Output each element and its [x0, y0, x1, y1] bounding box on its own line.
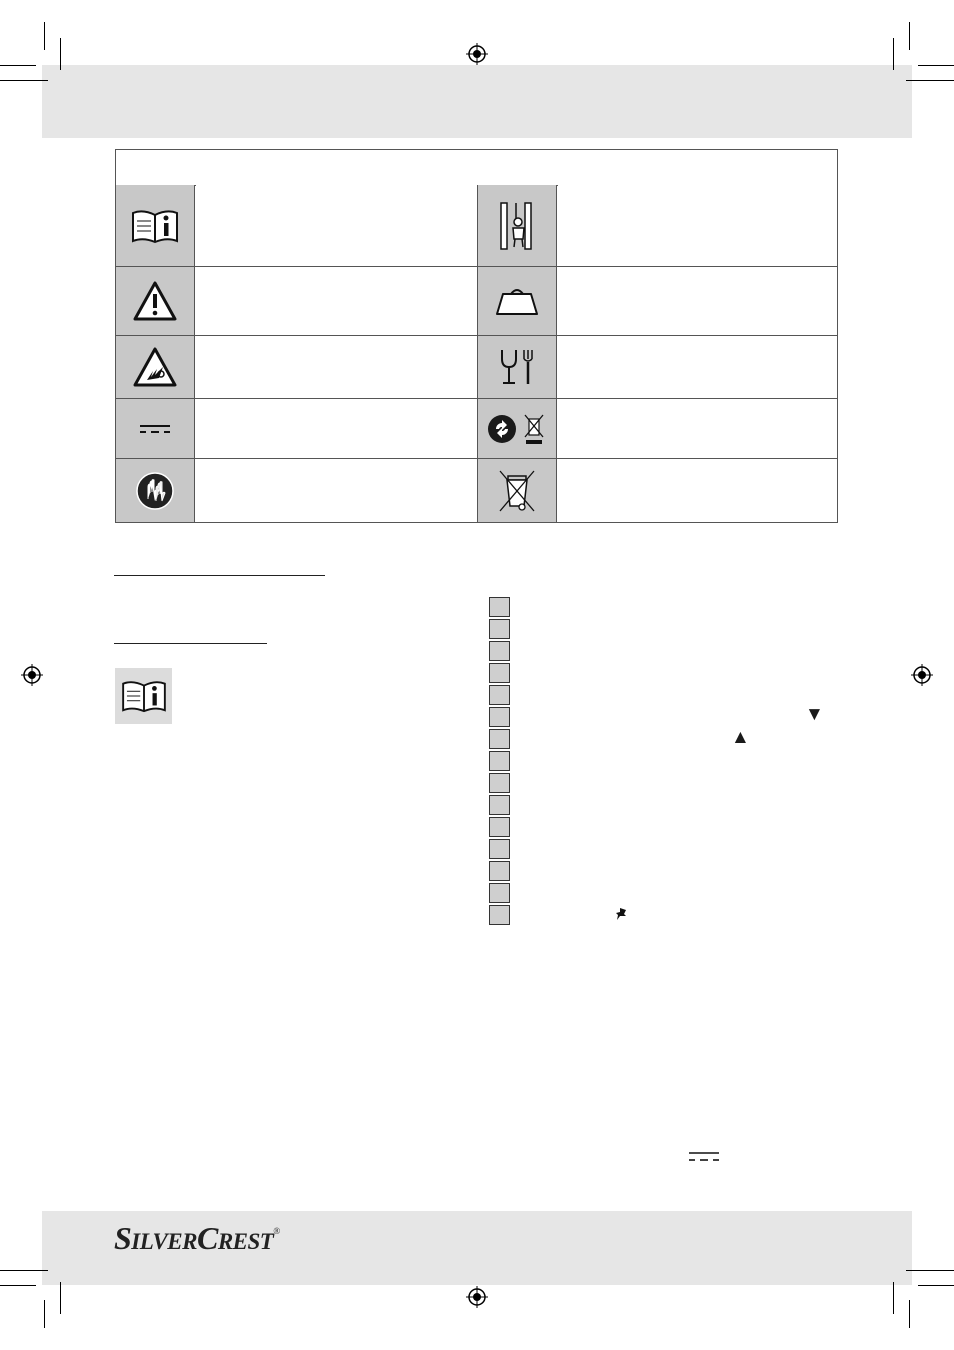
part-number-box [489, 751, 510, 771]
part-number-box [489, 707, 510, 727]
symbol-cell [116, 336, 195, 398]
pin-icon [614, 906, 630, 922]
food-safe-icon [499, 347, 535, 387]
section-heading-underline [114, 643, 267, 644]
symbol-cell [116, 267, 195, 335]
green-dot-recycling-icon [487, 411, 547, 447]
symbol-description [558, 185, 837, 266]
part-number-box [489, 597, 510, 617]
symbol-cell [116, 185, 195, 266]
explosion-warning-icon [133, 347, 177, 387]
down-triangle-icon: ▼ [805, 704, 824, 725]
info-note-badge [115, 668, 172, 724]
symbol-legend-table [115, 149, 838, 523]
weight-icon [495, 286, 539, 316]
symbol-description [196, 185, 477, 266]
symbol-cell [478, 459, 557, 522]
part-number-box [489, 641, 510, 661]
part-number-box [489, 905, 510, 925]
part-number-box [489, 817, 510, 837]
registration-mark-icon [21, 664, 43, 686]
part-number-box [489, 795, 510, 815]
registration-mark-icon [466, 43, 488, 65]
symbol-cell [116, 399, 195, 458]
part-number-box [489, 883, 510, 903]
manual-info-icon [131, 207, 179, 245]
wear-gloves-icon [135, 471, 175, 511]
symbol-cell [478, 267, 557, 335]
symbol-cell [116, 459, 195, 522]
part-number-box [489, 663, 510, 683]
part-number-box [489, 685, 510, 705]
symbol-cell [478, 185, 557, 266]
direct-current-icon [688, 1151, 720, 1163]
header-band [42, 65, 912, 138]
manual-info-icon [120, 678, 168, 714]
crossed-bin-icon [497, 468, 537, 514]
part-number-box [489, 839, 510, 859]
child-cord-hazard-icon [497, 201, 537, 251]
part-number-box [489, 729, 510, 749]
registration-mark-icon [466, 1286, 488, 1308]
up-triangle-icon: ▲ [731, 727, 750, 748]
symbol-cell [478, 399, 557, 458]
part-number-box [489, 861, 510, 881]
part-number-box [489, 773, 510, 793]
silvercrest-logo: SILVERCREST® [114, 1220, 280, 1256]
part-number-box [489, 619, 510, 639]
registration-mark-icon [911, 664, 933, 686]
direct-current-icon [138, 422, 172, 436]
section-heading-underline [114, 575, 325, 576]
warning-triangle-icon [133, 281, 177, 321]
symbol-cell [478, 336, 557, 398]
symbol-table-header [116, 150, 837, 186]
